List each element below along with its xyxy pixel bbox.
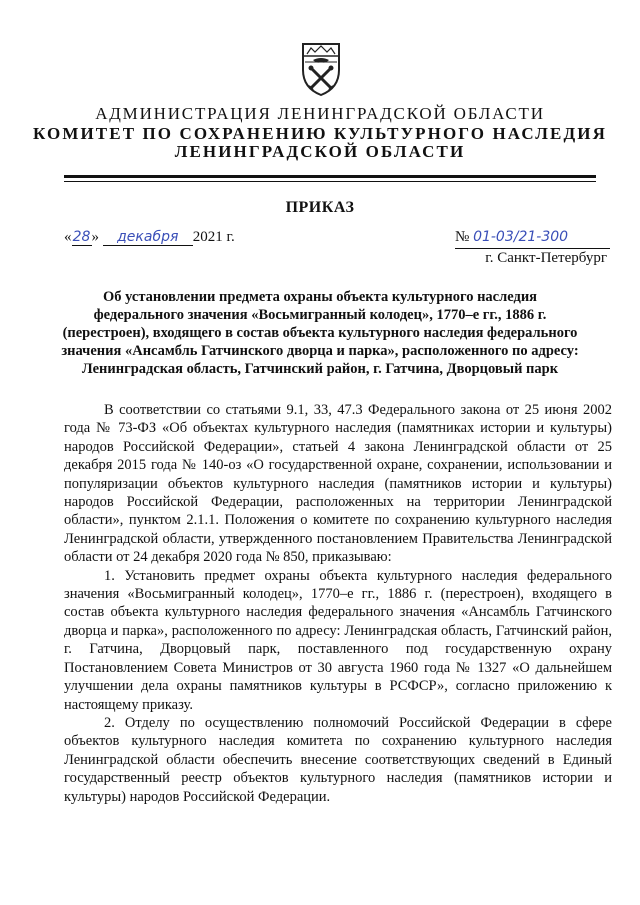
date-year: 2021 г. — [192, 229, 235, 245]
header-divider-thin — [64, 181, 596, 182]
order-title: ПРИКАЗ — [285, 199, 355, 216]
number-handwritten: 01-03/21-300 — [473, 229, 569, 245]
header-administration: АДМИНИСТРАЦИЯ ЛЕНИНГРАДСКОЙ ОБЛАСТИ — [95, 104, 545, 123]
order-date — [64, 229, 235, 249]
date-quote-close: » — [91, 229, 99, 245]
document-body — [64, 401, 612, 806]
header-divider-thick — [64, 175, 596, 178]
date-month-handwritten: декабря — [103, 229, 193, 246]
body-paragraph-item-2: 2. Отделу по осуществлению полномочий Российской Федерации в сфере объектов культурного наследия комитета по сохранению культурного наследия Ленинградской области обеспечить внесение соответствующих сведений в Единый государственный реестр объектов культурного наследия (памятников истории и культуры) народов Российской Федерации. — [64, 714, 612, 805]
date-day-handwritten: 28 — [72, 229, 91, 245]
document-title: Об установлении предмета охраны объекта культурного наследия федерального значения «Восьмигранный колодец», 1770–е гг., 1886 г. (перестроен), входящего в состав объекта культурного наследия федерального значения «Ансамбль Гатчинского дворца и парка», расположенного по адресу: Ленинградская область, Гатчинский район, г. Гатчина, Дворцовый парк — [61, 289, 579, 377]
header-committee: КОМИТЕТ ПО СОХРАНЕНИЮ КУЛЬТУРНОГО НАСЛЕДИЯ — [33, 124, 607, 143]
header-region: ЛЕНИНГРАДСКОЙ ОБЛАСТИ — [174, 142, 466, 161]
number-prefix: № — [455, 229, 470, 245]
order-number — [455, 229, 610, 249]
date-quote-open: « — [64, 229, 72, 245]
body-paragraph-item-1: 1. Установить предмет охраны объекта культурного наследия федерального значения «Восьмигранный колодец», 1770–е гг., 1886 г. (перестроен), входящего в состав объекта культурного наследия федерального значения «Ансамбль Гатчинского дворца и парка», расположенного по адресу: Ленинградская область, Гатчинский район, г. Гатчина, Дворцовый парк, поставленного под государственную охрану Постановлением Совета Министров от 30 августа 1960 года № 1327 «О дальнейшем улучшении дела охраны памятников культуры в РСФСР», согласно приложению к настоящему приказу. — [64, 567, 612, 713]
body-paragraph-preamble: В соответствии со статьями 9.1, 33, 47.3 Федерального закона от 25 июня 2002 года № 73-ФЗ «Об объектах культурного наследия (памятниках истории и культуры) народов Российской Федерации», статьей 4 закона Ленинградской области от 25 декабря 2015 года № 140-оз «О государственной охране, сохранении, использовании и популяризации объектов культурного наследия (памятников истории и культуры) народов Российской Федерации, расположенных на территории Ленинградской области», пунктом 2.1.1. Положения о комитете по сохранению культурного наследия Ленинградской области, утвержденного постановлением Правительства Ленинградской области от 24 декабря 2020 года № 850, приказываю: — [64, 402, 612, 566]
order-city: г. Санкт-Петербург — [485, 250, 607, 266]
coat-of-arms-icon — [299, 40, 343, 98]
